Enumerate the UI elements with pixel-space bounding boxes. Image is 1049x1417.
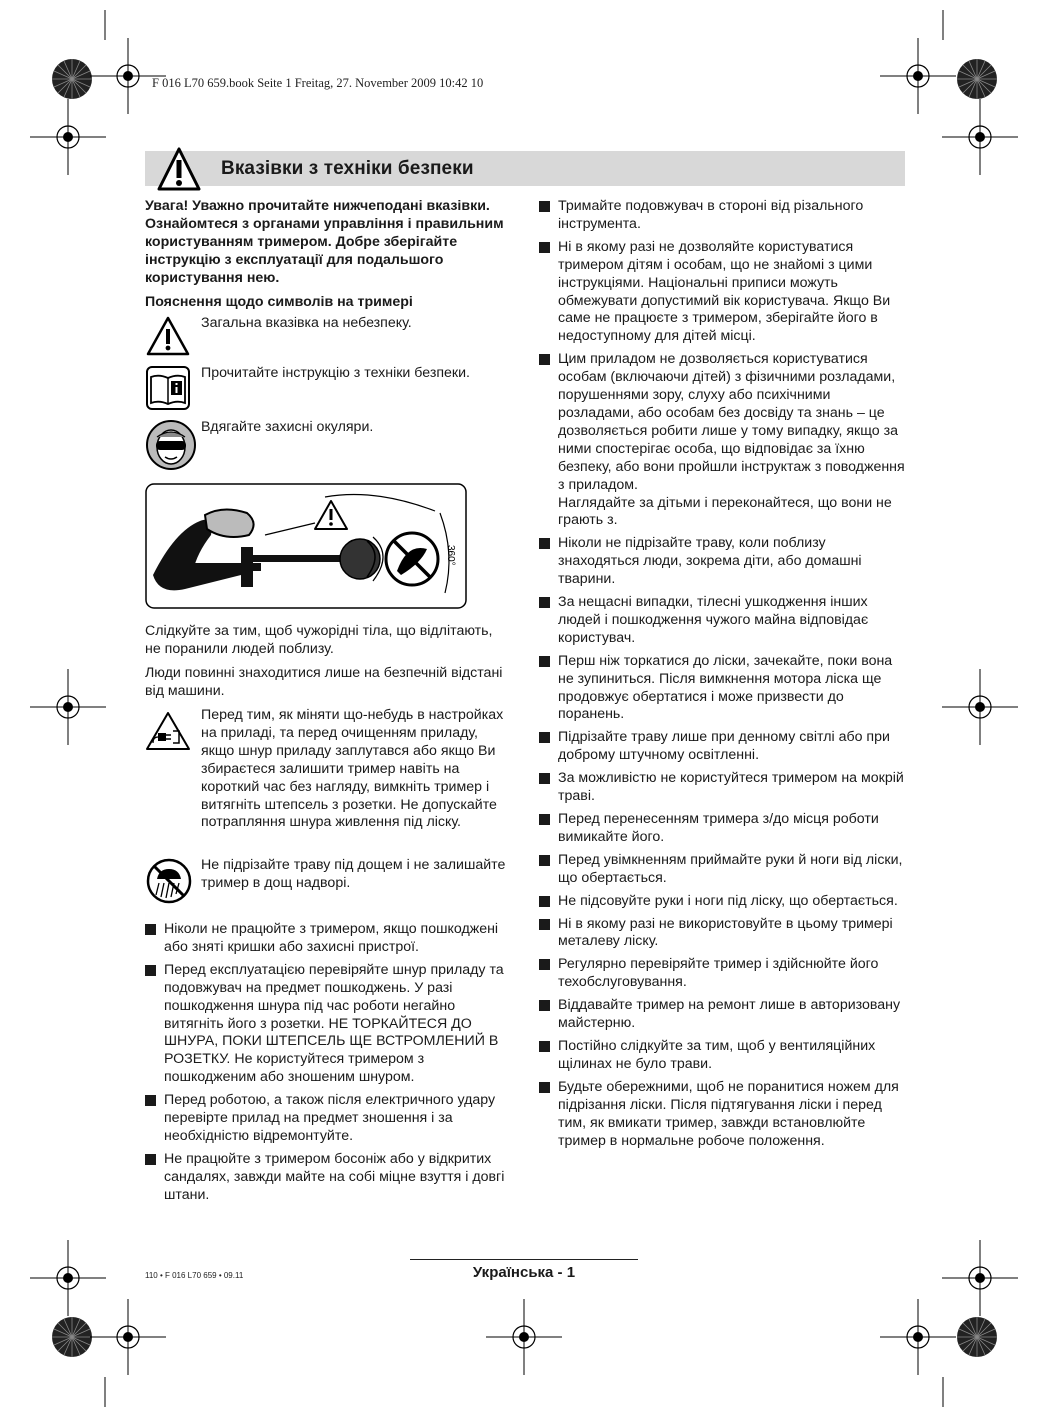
- list-item: Перед увімкненням приймайте руки й ноги від ліски, що обертається.: [539, 852, 905, 888]
- list-item: Не працюйте з тримером босоніж або у відкритих сандалях, завжди майте на собі міцне взуття і довгі штани.: [145, 1151, 509, 1205]
- star-mark-top-left: [52, 59, 92, 99]
- symbol-text: Прочитайте інструкцію з техніки безпеки.: [201, 365, 470, 382]
- list-item: Ні в якому разі не дозволяйте користуватися тримером дітям і особам, що не знайомі з цими інструкціями. Національні приписи можуть обмежувати допустимий вік користувача. Якщо Ви саме не працюєте з тримером, зберігайте його в недоступному для дітей місці.: [539, 239, 905, 346]
- symbols-heading: Пояснення щодо символів на тримері: [145, 293, 413, 310]
- crosshair-mark: [880, 38, 956, 114]
- list-item: Перед роботою, а також після електричного удару перевірте прилад на предмет зношення і за необхідністю відремонтуйте.: [145, 1092, 509, 1146]
- right-bullet-list: [539, 198, 905, 1150]
- footer-code: 110 • F 016 L70 659 • 09.11: [145, 1271, 244, 1280]
- crosshair-mark: [30, 99, 106, 175]
- page-number: Українська - 1: [472, 1264, 576, 1281]
- figure-trimmer-hazard: [145, 483, 509, 615]
- star-mark-bottom-left: [52, 1317, 92, 1357]
- list-item: Регулярно перевіряйте тример і здійснюйте його техобслуговування.: [539, 956, 905, 992]
- symbol-read-manual: [145, 365, 509, 413]
- list-item: Не підсовуйте руки і ноги під ліску, що обертається.: [539, 893, 905, 911]
- trimmer-illustration: [145, 483, 467, 609]
- list-item: Віддавайте тример на ремонт лише в авторизовану майстерню.: [539, 997, 905, 1033]
- crosshair-mark: [942, 1240, 1018, 1316]
- symbol-general-hazard: [145, 315, 509, 359]
- unplug-warning-icon: [145, 711, 191, 751]
- crosshair-mark: [942, 99, 1018, 175]
- crosshair-mark: [30, 1240, 106, 1316]
- flying-objects-text: Слідкуйте за тим, щоб чужорідні тіла, що відлітають, не поранили людей поблизу.: [145, 623, 493, 658]
- symbol-no-rain: [145, 857, 509, 915]
- no-rain-text: Не підрізайте траву під дощем і не залишайте тример в дощ надворі.: [201, 856, 506, 891]
- right-column: [539, 198, 905, 1155]
- section-title-bar: [145, 151, 905, 186]
- star-mark-top-right: [957, 59, 997, 99]
- symbol-unplug: [145, 707, 509, 851]
- list-item: Перед перенесенням тримера з/до місця роботи вимикайте його.: [539, 811, 905, 847]
- page-title: Вказівки з техніки безпеки: [221, 157, 474, 179]
- crosshair-mark: [942, 669, 1018, 745]
- no-rain-icon: [145, 857, 193, 905]
- list-item: Цим приладом не дозволяється користуватися особам (включаючи дітей) з фізичними розладами, порушеннями зору, слуху або психічними розладами, або особам без досвіду та знань – це дозволяється робити лише у тому випадку, якщо за ними спостерігає особа, що відповідає за їхню безпеку, або вони пройшли інструктаж з поводження з приладом. Наглядайте за дітьми і переконайтеся, що вони не грають з.: [539, 351, 905, 530]
- hazard-triangle-icon: [145, 315, 191, 357]
- crosshair-mark: [880, 1299, 956, 1375]
- crosshair-mark: [90, 1299, 166, 1375]
- safety-goggles-icon: [145, 419, 197, 471]
- list-item: Постійно слідкуйте за тим, щоб у вентиляційних щілинах не було трави.: [539, 1038, 905, 1074]
- star-mark-bottom-right: [957, 1317, 997, 1357]
- footer-rule: [410, 1259, 638, 1260]
- list-item: Будьте обережними, щоб не поранитися ножем для підрізання ліски. Після підтягування ліски і перед тим, як вмикати тример, завжди встановлюйте тример в нормальне робоче положення.: [539, 1079, 905, 1151]
- list-item: Перш ніж торкатися до ліски, зачекайте, поки вона не зупиниться. Після вимкнення мотора ліска ще продовжує обертатися і може призвести до поранень.: [539, 653, 905, 725]
- list-item: За можливістю не користуйтеся тримером на мокрій траві.: [539, 770, 905, 806]
- symbol-safety-goggles: [145, 419, 509, 471]
- list-item: Ніколи не підрізайте траву, коли поблизу знаходяться люди, зокрема діти, або домашні тварини.: [539, 535, 905, 589]
- rotation-angle-label: 360°: [445, 545, 456, 567]
- left-bullet-list: [145, 921, 509, 1205]
- list-item: За нещасні випадки, тілесні ушкодження інших людей і пошкодження чужого майна відповідає користувач.: [539, 594, 905, 648]
- left-column: [145, 198, 509, 1210]
- list-item: Підрізайте траву лише при денному світлі або при доброму штучному освітленні.: [539, 729, 905, 765]
- list-item: Тримайте подовжувач в стороні від різального інструмента.: [539, 198, 905, 234]
- symbol-text: Загальна вказівка на небезпеку.: [201, 315, 412, 332]
- list-item: Перед експлуатацією перевіряйте шнур приладу та подовжувач на предмет пошкоджень. У разі пошкодження шнура під час роботи негайно витягніть його з розетки. НЕ ТОРКАЙТЕСЯ ДО ШНУРА, ПОКИ ШТЕПСЕЛЬ ЩЕ ВСТРОМЛЕНИЙ В РОЗЕТКУ. Не користуйтеся тримером з пошкодженим або зношеним шнуром.: [145, 962, 509, 1087]
- list-item: Ніколи не працюйте з тримером, якщо пошкоджені або зняті кришки або захисні пристрої.: [145, 921, 509, 957]
- safe-distance-text: Люди повинні знаходитися лише на безпечній відстані від машини.: [145, 665, 503, 700]
- crosshair-mark: [486, 1299, 562, 1375]
- list-item: Ні в якому разі не використовуйте в цьому тримері металеву ліску.: [539, 916, 905, 952]
- crosshair-mark: [30, 669, 106, 745]
- unplug-text: Перед тим, як міняти що-небудь в настройках на приладі, та перед очищенням приладу, якщо шнур приладу заплутався або якщо Ви збираєтеся залишити тример навіть на короткий час без нагляду, вимкніть тример і витягніть штепсель з розетки. Не допускайте потрапляння шнура живлення під ліску.: [201, 706, 504, 831]
- warning-triangle-icon: [157, 147, 201, 193]
- manual-book-icon: [145, 365, 191, 411]
- print-header: F 016 L70 659.book Seite 1 Freitag, 27. November 2009 10:42 10: [152, 76, 484, 90]
- symbol-text: Вдягайте захисні окуляри.: [201, 419, 374, 436]
- intro-warning: Увага! Уважно прочитайте нижчеподані вказівки. Ознайомтеся з органами управління і правильним користуванням тримером. Добре зберігайте інструкцію з експлуатації для подальшого користування нею.: [145, 198, 504, 286]
